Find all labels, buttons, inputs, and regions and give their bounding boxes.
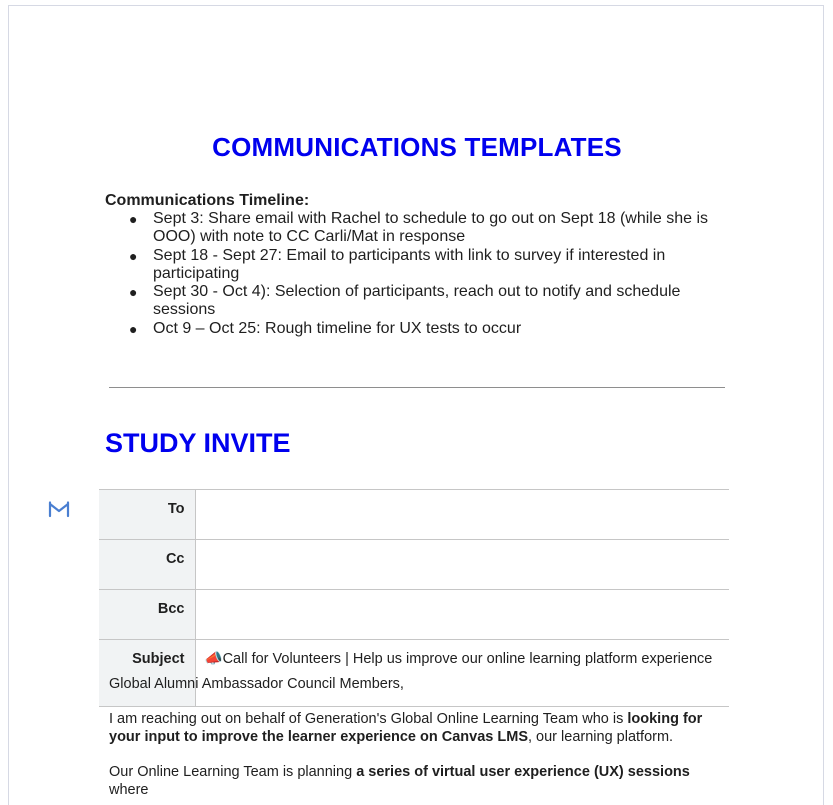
list-item: ● Sept 18 - Sept 27: Email to participants with link to survey if interested in participating [129,246,666,282]
email-cc-row [99,540,729,590]
megaphone-icon: 📣 [204,651,223,667]
list-item: ● Sept 30 - Oct 4): Selection of participants, reach out to notify and schedule sessions [129,283,681,319]
cc-label: Cc [99,540,195,590]
list-item: ● Oct 9 – Oct 25: Rough timeline for UX tests to occur [129,319,522,337]
email-greeting: Global Alumni Ambassador Council Members, [109,676,404,692]
gmail-draft-icon[interactable] [47,499,71,519]
email-subject-row [99,640,729,707]
timeline-list [105,210,725,338]
timeline-heading: Communications Timeline: [105,192,310,209]
document-title: COMMUNICATIONS TEMPLATES [212,132,622,162]
to-label: To [99,490,195,540]
email-bcc-row [99,590,729,640]
email-to-row [99,490,729,540]
email-paragraph-sessions: Our Online Learning Team is planning a series of virtual user experience (UX) sessions where [109,764,690,798]
subject-text: Call for Volunteers | Help us improve our online learning platform experience [222,651,713,667]
bullet-icon: ● [129,320,138,337]
cc-field[interactable] [195,540,729,590]
email-paragraph-intro: I am reaching out on behalf of Generation's Global Online Learning Team who is looking for your input to improve the learner experience on Canvas LMS, our learning platform. [109,711,703,745]
document-page [8,5,824,805]
list-item: ● Sept 3: Share email with Rachel to schedule to go out on Sept 18 (while she is OOO) with note to CC Carli/Mat in response [129,210,708,246]
bcc-label: Bcc [99,590,195,640]
bullet-icon: ● [129,247,138,264]
bullet-icon: ● [129,284,138,301]
section-title: STUDY INVITE [105,428,291,458]
bullet-icon: ● [129,211,138,227]
subject-field[interactable] [195,640,729,707]
to-field[interactable] [195,490,729,540]
horizontal-divider [109,387,725,388]
bcc-field[interactable] [195,590,729,640]
subject-label: Subject [99,640,195,707]
